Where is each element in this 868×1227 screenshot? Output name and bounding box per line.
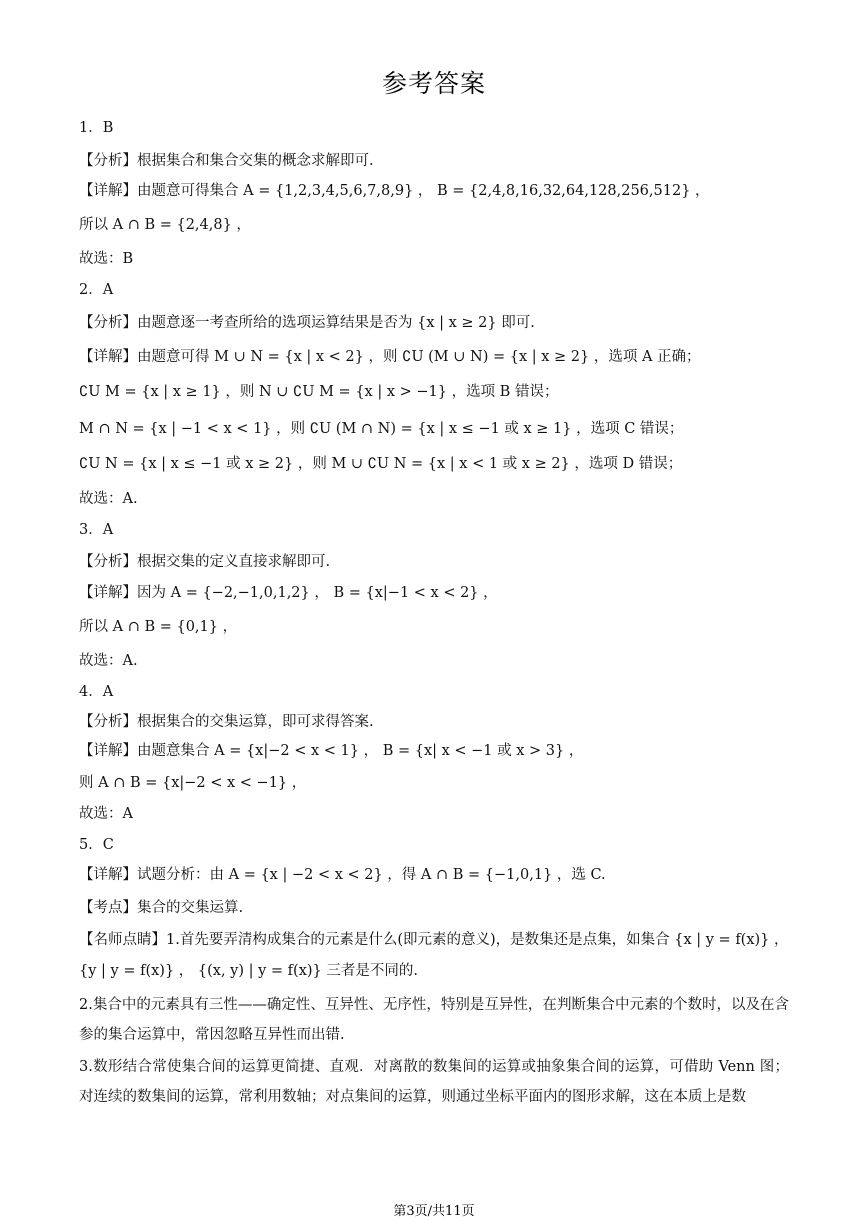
answer-number-2: 2．A — [79, 282, 114, 298]
analysis-3: 【分析】根据交集的定义直接求解即可. — [79, 554, 331, 570]
exam-point-5: 【考点】集合的交集运算. — [79, 900, 244, 916]
choice-4: 故选：A — [79, 806, 133, 822]
analysis-4: 【分析】根据集合的交集运算，即可求得答案. — [79, 714, 374, 730]
page-title: 参考答案 — [381, 69, 486, 98]
detail-2: 【详解】由题意可得 M ∪ N = {x | x < 2} ，则 ∁U (M ∪ N) = {x | x ≥ 2} ，选项 A 正确； — [79, 349, 701, 365]
answer-number-3: 3．A — [79, 522, 114, 538]
detail-2-option-b: ∁U M = {x | x ≥ 1} ，则 N ∪ ∁U M = {x | x > −1} ，选项 B 错误； — [79, 384, 559, 400]
detail-2-option-d: ∁U N = {x | x ≤ −1 或 x ≥ 2} ，则 M ∪ ∁U N = {x | x < 1 或 x ≥ 2} ，选项 D 错误； — [79, 456, 683, 472]
analysis-1: 【分析】根据集合和集合交集的概念求解即可. — [79, 153, 374, 169]
choice-3: 故选：A. — [79, 653, 138, 669]
choice-2: 故选：A. — [79, 491, 138, 507]
choice-1: 故选：B — [79, 251, 134, 267]
teacher-note-2: 2.集合中的元素具有三性——确定性、互异性、无序性，特别是互异性，在判断集合中元素的个数时，以及在含参的集合运算中，常因忽略互异性而出错. — [79, 997, 789, 1043]
detail-3-cont: 所以 A ∩ B = {0,1} ， — [79, 619, 238, 635]
answer-number-4: 4．A — [79, 684, 114, 700]
teacher-note-3: 3.数形结合常使集合间的运算更简捷、直观．对离散的数集间的运算或抽象集合间的运算，可借助 Venn 图；对连续的数集间的运算，常利用数轴；对点集间的运算，则通过坐标平面内的图形求解，这在本质上是数 — [79, 1059, 789, 1105]
page-footer: 第3页/共11页 — [393, 1204, 475, 1219]
analysis-2: 【分析】由题意逐一考查所给的选项运算结果是否为 {x | x ≥ 2} 即可. — [79, 315, 535, 331]
teacher-note-1-cont: {y | y = f(x)} ， {(x, y) | y = f(x)} 三者是不同的. — [79, 963, 418, 979]
detail-2-option-c: M ∩ N = {x | −1 < x < 1} ，则 ∁U (M ∩ N) = {x | x ≤ −1 或 x ≥ 1} ，选项 C 错误； — [79, 421, 684, 437]
teacher-note-1: 【名师点睛】1.首先要弄清构成集合的元素是什么(即元素的意义)，是数集还是点集，如集合 {x | y = f(x)} ， — [79, 932, 789, 948]
detail-5: 【详解】试题分析：由 A = {x | −2 < x < 2} ，得 A ∩ B = {−1,0,1} ，选 C. — [79, 867, 606, 883]
answer-number-5: 5．C — [79, 837, 114, 853]
detail-4-cont: 则 A ∩ B = {x|−2 < x < −1} ， — [79, 775, 307, 791]
detail-4: 【详解】由题意集合 A = {x|−2 < x < 1} ， B = {x| x < −1 或 x > 3} ， — [79, 743, 584, 759]
detail-3: 【详解】因为 A = {−2,−1,0,1,2} ， B = {x|−1 < x < 2} ， — [79, 585, 498, 601]
answer-number-1: 1．B — [79, 120, 114, 136]
detail-1-cont: 所以 A ∩ B = {2,4,8} ， — [79, 217, 251, 233]
detail-1: 【详解】由题意可得集合 A = {1,2,3,4,5,6,7,8,9} ， B = {2,4,8,16,32,64,128,256,512} ， — [79, 183, 710, 199]
